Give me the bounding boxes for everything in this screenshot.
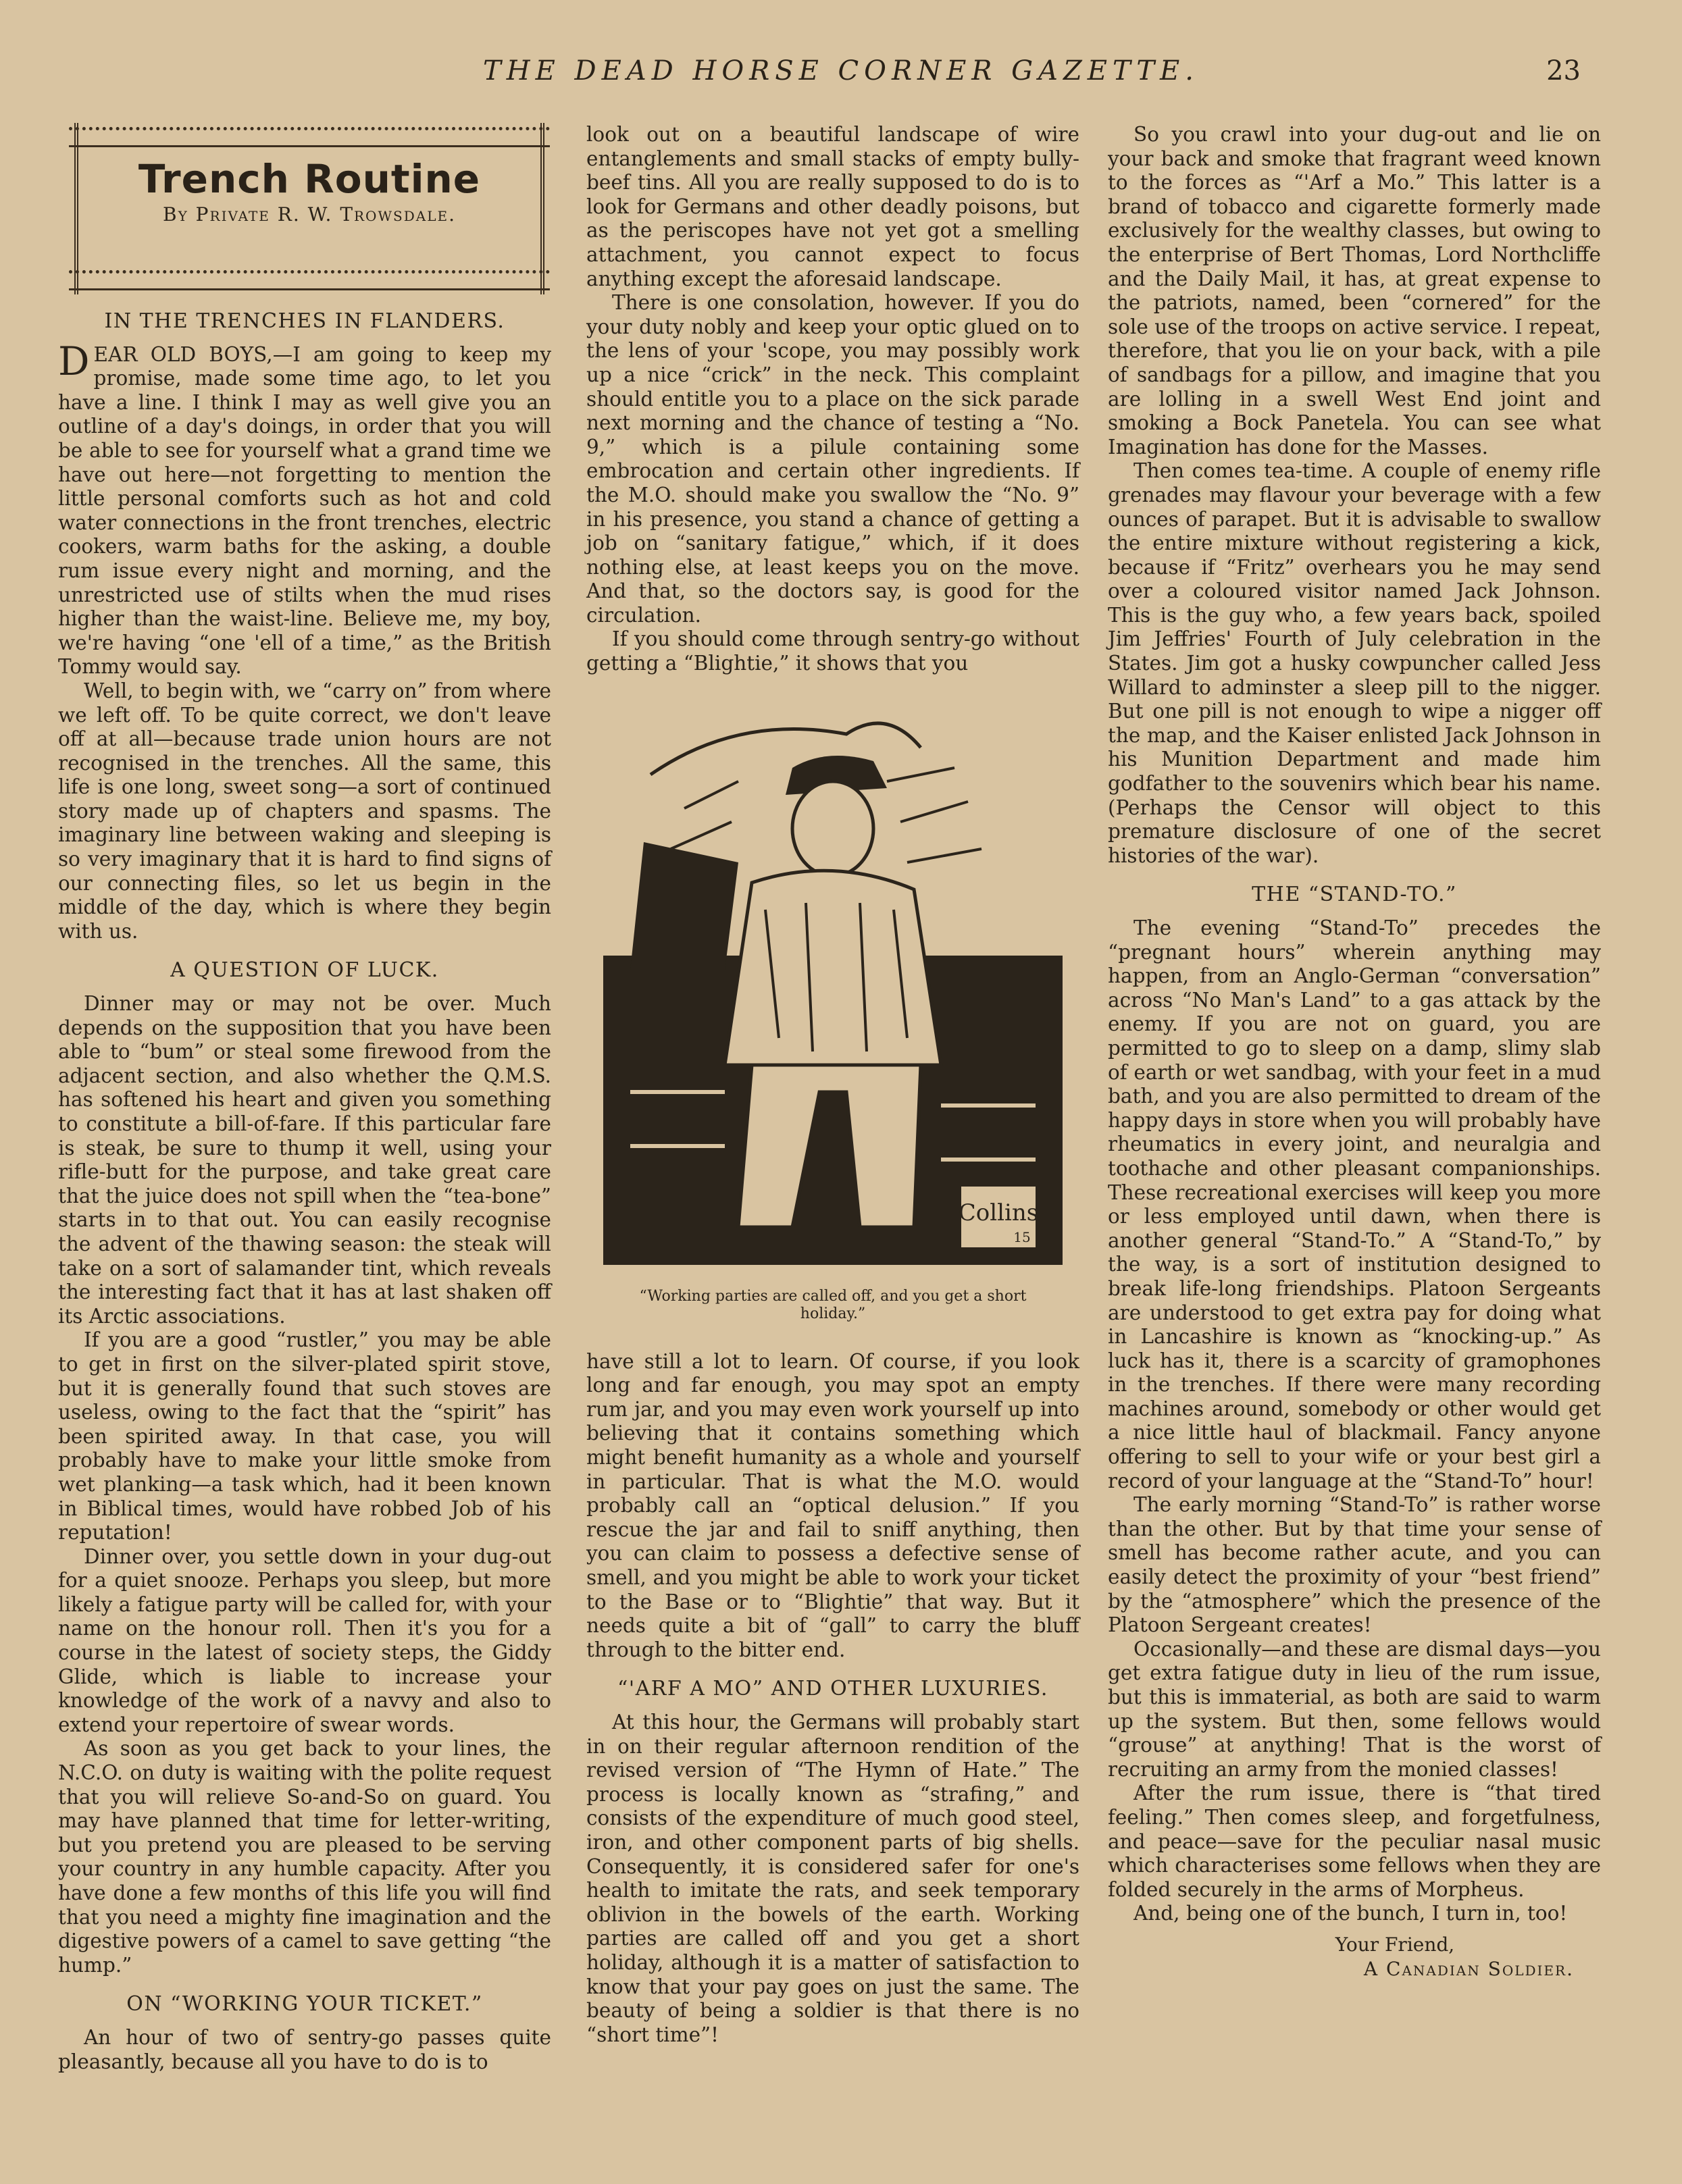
closing: Your Friend, — [1335, 1933, 1455, 1956]
paragraph: At this hour, the Germans will probably start in on their regular afternoon rendition of the revised version of “The Hymn of Hate.” The process is locally known as “strafing,” and consists of the expenditure of much good steel, iron, and other component parts of big shells. Consequently, it is considered safer for one's health to imitate the rats, and seek temporary oblivion in the bowels of the earth. Working parties are called off and you get a short holiday, although it is a matter of satisfaction to know that your pay goes on just the same. The beauty of being a soldier is that there is no “short time”! — [586, 1710, 1079, 2046]
figure-caption: “Working parties are called off, and you get a short holiday.” — [639, 1287, 1027, 1322]
paragraph: And, being one of the bunch, I turn in, too! — [1133, 1902, 1568, 1925]
section-heading: IN THE TRENCHES IN FLANDERS. — [104, 309, 505, 333]
title-box — [74, 123, 544, 294]
paragraph: have still a lot to learn. Of course, if you look long and far enough, you may spot an empty rum jar, and you may even work yourself up into believing that it contains something which might benefit humanity as a whole and yourself in particular. That is what the M.O. would probably call an “optical delusion.” If you rescue the jar and fail to sniff anything, then you can claim to possess a defective sense of smell, and you might be able to work your ticket to the Base or to “Blightie” that way. But it needs quite a bit of “gall” to carry the bluff through to the bitter end. — [586, 1349, 1079, 1661]
artist-signature: Collins — [958, 1199, 1039, 1226]
article-byline: By Private R. W. Trowsdale. — [163, 203, 456, 226]
paragraph: So you crawl into your dug-out and lie on your back and smoke that fragrant weed known to the forces as “'Arf a Mo.” This latter is a brand of tobacco and cigarette formerly made exclusively for the wealthy classes, but owing to the enterprise of Bert Thomas, Lord Northcliffe and the Daily Mail, it has, at great expense to the patriots, named, been “cornered” for the sole use of the troops on active service. I repeat, therefore, that you lie on your back, with a pile of sandbags for a pillow, and imagine that you are lolling in a swell West End joint and smoking a Bock Panetela. You can see what Imagination has done for the Masses. — [1108, 123, 1601, 459]
paragraph-text: EAR OLD BOYS,—I am going to keep my promise, made some time ago, to let you have a line. I think I may as well give you an outline of a day's doings, in order that you will be able to see for yourself what a grand time we have out here—not forgetting to mention the little personal comforts such as hot and cold water connections in the front trenches, electric cookers, warm baths for the asking, a double rum issue every night and morning, and the unrestricted use of stilts when the mud rises higher than the waist-line. Believe me, my boy, we're having “one 'ell of a time,” as the British Tommy would say. — [58, 342, 551, 679]
paragraph: There is one consolation, however. If you do your duty nobly and keep your optic glued on to the lens of your 'scope, you may possibly work up a nice “crick” in the neck. This complaint should entitle you to a place on the sick parade next morning and the chance of testing a “No. 9,” which is a pilule containing some embrocation and certain other ingredients. If the M.O. should make you swallow the “No. 9” in his presence, you stand a chance of getting a job on “sanitary fatigue,” which, if it does nothing else, at least keeps you on the move. And that, so the doctors say, is good for the circulation. — [586, 291, 1079, 627]
page-number: 23 — [1546, 55, 1581, 86]
paragraph: After the rum issue, there is “that tired feeling.” Then comes sleep, and forgetfulness, and peace—save for the peculiar nasal music which characterises some fellows when they are folded securely in the arms of Morpheus. — [1108, 1782, 1601, 1901]
section-heading: THE “STAND-TO.” — [1252, 883, 1457, 907]
paragraph: Occasionally—and these are dismal days—you get extra fatigue duty in lieu of the rum issue, but this is immaterial, as both are said to warm up the system. But then, some fellows would “grouse” at anything! That is the worst of recruiting an army from the monied classes! — [1108, 1637, 1601, 1781]
soldier-drawing — [603, 687, 1063, 1265]
column-1 — [58, 123, 551, 2074]
signature: A Canadian Soldier. — [1363, 1957, 1574, 1980]
paragraph — [58, 338, 551, 679]
paragraph: If you are a good “rustler,” you may be able to get in first on the silver-plated spirit stove, but it is generally found that such stoves are useless, owing to the fact that the “spirit” has been spirited away. In that case, you will probably have to make your little smoke from wet planking—a task which, had it been known in Biblical times, would have robbed Job of his reputation! — [58, 1328, 551, 1544]
article-title: Trench Routine — [138, 156, 481, 202]
column-2 — [586, 123, 1079, 2047]
paragraph: look out on a beautiful landscape of wire entanglements and small stacks of empty bully-beef tins. All you are really supposed to do is to look for Germans and other deadly poisons, but as the periscopes have not yet got a smelling attachment, you cannot expect to focus anything except the aforesaid landscape. — [586, 123, 1079, 290]
paragraph: Well, to begin with, we “carry on” from where we left off. To be quite correct, we don't leave off at all—because trade union hours are not recognised in the trenches. All the same, this life is one long, sweet song—a sort of continued story made up of chapters and spasms. The imaginary line between waking and sleeping is so very imaginary that it is hard to find signs of our connecting files, so let us begin in the middle of the day, which is where they begin with us. — [58, 679, 551, 943]
ornamental-rule-top — [69, 127, 550, 147]
paragraph: Dinner may or may not be over. Much depends on the supposition that you have been able to “bum” or steal some firewood from the adjacent section, and also whether the Q.M.S. has softened his heart and given you something to constitute a bill-of-fare. If this particular fare is steak, be sure to thump it well, using your rifle-butt for the purpose, and take great care that the juice does not spill when the “tea-bone” starts in to that out. You can easily recognise the advent of the thawing season: the steak will take on a sort of salamander tint, which reveals the interesting fact that it has at last shaken off its Arctic associations. — [58, 992, 551, 1328]
section-heading: “'ARF A MO” AND OTHER LUXURIES. — [617, 1677, 1048, 1701]
column-3 — [1108, 123, 1601, 1981]
letter-signoff — [1108, 1933, 1601, 1981]
paragraph: An hour of two of sentry-go passes quite pleasantly, because all you have to do is to — [58, 2025, 551, 2073]
paragraph: As soon as you get back to your lines, the N.C.O. on duty is waiting with the polite request that you will relieve So-and-So on guard. You may have planned that time for letter-writing, but you pretend you are pleased to be serving your country in any humble capacity. After you have done a few months of this life you will find that you need a mighty fine imagination and the digestive powers of a camel to save getting “the hump.” — [58, 1737, 551, 1977]
paragraph: Dinner over, you settle down in your dug-out for a quiet snooze. Perhaps you sleep, but more likely a fatigue party will be called for, with your name on the honour roll. Then it's you for a course in the latest of society steps, the Giddy Glide, which is liable to increase your knowledge of the work of a navvy and also to extend your repertoire of swear words. — [58, 1544, 551, 1736]
paragraph: If you should come through sentry-go without getting a “Blightie,” it shows that you — [586, 627, 1079, 675]
ornamental-rule-bottom — [69, 270, 550, 290]
section-heading: A QUESTION OF LUCK. — [170, 958, 439, 983]
drop-cap: D — [58, 338, 90, 384]
running-head — [0, 55, 1682, 96]
illustration-soldier — [603, 687, 1063, 1265]
paragraph: Then comes tea-time. A couple of enemy rifle grenades may flavour your beverage with a few ounces of parapet. But it is advisable to swallow the entire mixture without registering a kick, because if “Fritz” overhears you he may send over a coloured visitor named Jack Johnson. This is the guy who, a few years back, spoiled Jim Jeffries' Fourth of July celebration in the States. Jim got a husky cowpuncher called Jess Willard to adminster a sleep pill to the nigger. But one pill is not enough to wipe a nigger off the map, and the Kaiser enlisted Jack Johnson in his Munition Department and made him godfather to the souvenirs which bear his name. (Perhaps the Censor will object to this premature disclosure of one of the secret histories of the war). — [1108, 459, 1601, 867]
paragraph: The evening “Stand-To” precedes the “pregnant hours” wherein anything may happen, from an Anglo-German “conversation” across “No Man's Land” to a gas attack by the enemy. If you are not on guard, you are permitted to go to sleep on a damp, slimy slab of earth or wet sandbag, with your feet in a mud bath, and you are also permitted to dream of the happy days in store when you will probably have rheumatics in every joint, and neuralgia and toothache and other pleasant companionships. These recreational exercises will keep you more or less employed until dawn, when there is another general “Stand-To.” A “Stand-To,” by the way, is a sort of institution designed to break life-long friendships. Platoon Sergeants are understood to get extra pay for doing what in Lancashire is known as “knocking-up.” As luck has it, there is a scarcity of gramophones in the trenches. If there were many recording machines around, somebody or other would get a nice little haul of blackmail. Fancy anyone offering to sell to your wife or your best girl a record of your language at the “Stand-To” hour! — [1108, 916, 1601, 1492]
paragraph: The early morning “Stand-To” is rather worse than the other. But by that time your sense of smell has become rather acute, and you can easily detect the proximity of your “best friend” by the “atmosphere” which the presence of the Platoon Sergeant creates! — [1108, 1493, 1601, 1637]
artist-year: 15 — [1013, 1228, 1031, 1245]
running-title: THE DEAD HORSE CORNER GAZETTE. — [483, 55, 1199, 86]
section-heading: ON “WORKING YOUR TICKET.” — [126, 1992, 483, 2017]
